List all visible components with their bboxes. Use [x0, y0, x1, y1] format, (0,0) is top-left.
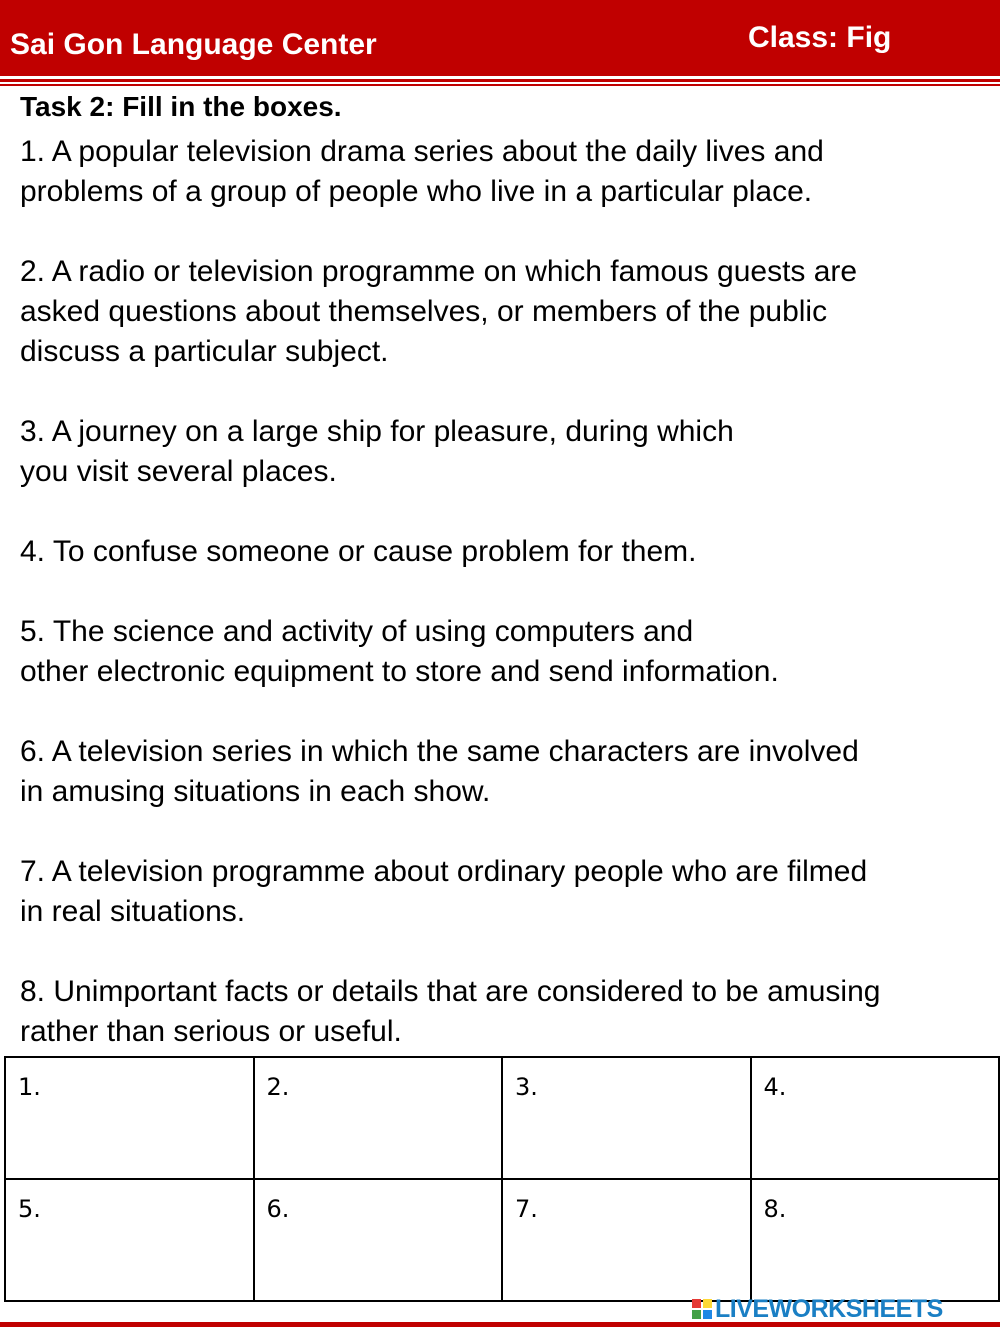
logo-square-red — [692, 1299, 701, 1308]
answer-box-3[interactable]: 3. — [502, 1057, 751, 1179]
answer-box-7[interactable]: 7. — [502, 1179, 751, 1301]
question-line: rather than serious or useful. — [20, 1015, 402, 1048]
answer-box-6[interactable]: 6. — [254, 1179, 503, 1301]
question-line: in real situations. — [20, 895, 246, 928]
answer-box-1[interactable]: 1. — [5, 1057, 254, 1179]
question-item — [20, 972, 995, 1052]
header-divider — [0, 79, 1000, 82]
question-item — [20, 612, 995, 692]
question-line: you visit several places. — [20, 455, 337, 488]
question-line: 6. A television series in which the same characters are involved — [20, 735, 859, 768]
question-line: 5. The science and activity of using computers and — [20, 615, 694, 648]
question-item — [20, 412, 995, 492]
question-line: 8. Unimportant facts or details that are considered to be amusing — [20, 975, 881, 1008]
question-item — [20, 852, 995, 932]
answer-box-2[interactable]: 2. — [254, 1057, 503, 1179]
answer-grid — [4, 1056, 1000, 1302]
footer-divider — [0, 1322, 1000, 1327]
answer-box-8[interactable]: 8. — [751, 1179, 1000, 1301]
center-name: Sai Gon Language Center — [10, 28, 377, 61]
logo-square-yellow — [703, 1299, 712, 1308]
header-divider-thin — [0, 84, 1000, 86]
answer-box-4[interactable]: 4. — [751, 1057, 1000, 1179]
question-line: 4. To confuse someone or cause problem for them. — [20, 535, 697, 568]
question-line: problems of a group of people who live in a particular place. — [20, 175, 813, 208]
question-line: 2. A radio or television programme on which famous guests are — [20, 255, 858, 288]
question-item — [20, 532, 995, 572]
question-item — [20, 132, 995, 212]
class-label: Class: Fig — [748, 21, 892, 54]
liveworksheets-mark-icon — [692, 1299, 712, 1319]
question-list — [20, 132, 995, 1092]
logo-square-blue — [703, 1310, 712, 1319]
question-line: asked questions about themselves, or members of the public — [20, 295, 828, 328]
question-line: in amusing situations in each show. — [20, 775, 491, 808]
logo-square-green — [692, 1310, 701, 1319]
question-item — [20, 732, 995, 812]
logo-text: LIVEWORKSHEETS — [715, 1294, 943, 1323]
question-line: other electronic equipment to store and send information. — [20, 655, 779, 688]
answer-box-5[interactable]: 5. — [5, 1179, 254, 1301]
question-line: discuss a particular subject. — [20, 335, 389, 368]
question-line: 7. A television programme about ordinary people who are filmed — [20, 855, 868, 888]
question-line: 1. A popular television drama series about the daily lives and — [20, 135, 824, 168]
answer-row — [5, 1179, 999, 1301]
task-title: Task 2: Fill in the boxes. — [20, 91, 342, 122]
question-line: 3. A journey on a large ship for pleasure, during which — [20, 415, 734, 448]
answer-row — [5, 1057, 999, 1179]
question-item — [20, 252, 995, 372]
liveworksheets-logo[interactable] — [692, 1296, 943, 1322]
